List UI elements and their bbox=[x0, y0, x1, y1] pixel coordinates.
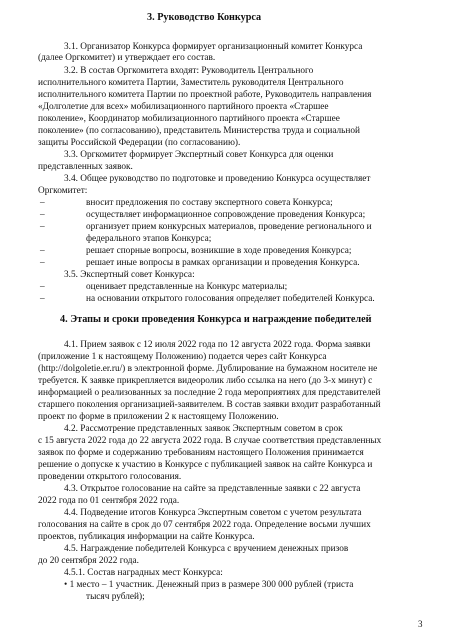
award-place-1-cont: тысяч рублей); bbox=[86, 592, 145, 602]
list-dash: – bbox=[40, 210, 45, 220]
list-item: осуществляет информационное сопровождение проведения Конкурса; bbox=[86, 210, 366, 220]
paragraph-4-3-line: 2022 года по 01 сентября 2022 года. bbox=[38, 496, 180, 506]
paragraph-4-1-line: (http://dolgoletie.er.ru/) в электронной форме. Дублирование на бумажном носителе не bbox=[38, 364, 378, 374]
paragraph-4-1-line: проект по форме в приложении 2 к настоящему Положению. bbox=[38, 412, 279, 422]
award-place-1: • 1 место – 1 участник. Денежный приз в размере 300 000 рублей (триста bbox=[64, 580, 354, 590]
paragraph-3-3: 3.3. Оргкомитет формирует Экспертный совет Конкурса для оценки bbox=[64, 150, 334, 160]
paragraph-4-5-1: 4.5.1. Состав наградных мест Конкурса: bbox=[64, 568, 223, 578]
paragraph-4-2-line: заявок по форме и содержанию требованиям настоящего Положения принимается bbox=[38, 448, 364, 458]
paragraph-4-4: 4.4. Подведение итогов Конкурса Экспертным советом с учетом результата bbox=[64, 508, 362, 518]
paragraph-4-2-line: решение о допуске к участию в Конкурсе с публикацией заявок на сайте Конкурса и bbox=[38, 460, 373, 470]
paragraph-4-5: 4.5. Награждение победителей Конкурса с вручением денежных призов bbox=[64, 544, 349, 554]
paragraph-3-2-line: исполнительного комитета Партии, Заместитель руководителя Центрального bbox=[38, 78, 344, 88]
list-item: оценивает представленные на Конкурс материалы; bbox=[86, 282, 288, 292]
list-dash: – bbox=[40, 222, 45, 232]
paragraph-3-2-line: «Долголетие для всех» мобилизационного партийного проекта «Старшее bbox=[38, 102, 329, 112]
paragraph-3-2-line: защиты Российской Федерации (по согласованию). bbox=[38, 138, 241, 148]
paragraph-3-4: 3.4. Общее руководство по подготовке и проведению Конкурса осуществляет bbox=[64, 174, 371, 184]
paragraph-3-1-cont: (далее Оргкомитет) и утверждает его состав. bbox=[38, 53, 216, 63]
list-item-cont: федерального этапов Конкурса; bbox=[86, 234, 212, 244]
paragraph-4-1-line: (приложение 1 к настоящему Положению) подается через сайт Конкурса bbox=[38, 352, 327, 362]
paragraph-3-3-cont: представленных заявок. bbox=[38, 162, 133, 172]
paragraph-4-3: 4.3. Открытое голосование на сайте за представленные заявки с 22 августа bbox=[64, 484, 361, 494]
list-dash: – bbox=[40, 198, 45, 208]
section-4-heading: 4. Этапы и сроки проведения Конкурса и награждение победителей bbox=[60, 314, 372, 325]
paragraph-3-2-line: исполнительного комитета Партии по проектной работе, Руководитель направления bbox=[38, 90, 372, 100]
paragraph-3-4-cont: Оргкомитет: bbox=[38, 186, 88, 196]
paragraph-3-2: 3.2. В состав Оргкомитета входят: Руководитель Центрального bbox=[64, 66, 314, 76]
paragraph-4-1-line: требуется. К заявке прикрепляется видеоролик либо ссылка на него (до 3-х минут) с bbox=[38, 376, 373, 386]
paragraph-3-1: 3.1. Организатор Конкурса формирует организационный комитет Конкурса bbox=[64, 42, 363, 52]
page-number: 3 bbox=[418, 619, 423, 629]
list-item: вносит предложения по составу экспертного совета Конкурса; bbox=[86, 198, 333, 208]
list-item: решает иные вопросы в рамках организации и проведения Конкурса. bbox=[86, 258, 360, 268]
paragraph-3-2-line: поколение» (по согласованию), представитель Министерства труда и социальной bbox=[38, 126, 361, 136]
list-dash: – bbox=[40, 282, 45, 292]
paragraph-4-4-line: проектов, публикация информации на сайте Конкурса. bbox=[38, 532, 255, 542]
list-dash: – bbox=[40, 258, 45, 268]
list-item: на основании открытого голосования определяет победителей Конкурса. bbox=[86, 294, 375, 304]
paragraph-4-5-line: до 20 сентября 2022 года. bbox=[38, 556, 139, 566]
paragraph-4-1-line: информацией о реализованных за последние 2 года мероприятиях для представителей bbox=[38, 388, 381, 398]
paragraph-4-1: 4.1. Прием заявок с 12 июля 2022 года по 12 августа 2022 года. Форма заявки bbox=[64, 340, 371, 350]
list-item: решает спорные вопросы, возникшие в ходе проведения Конкурса; bbox=[86, 246, 352, 256]
paragraph-4-2-line: с 15 августа 2022 года до 22 августа 2022 года. В случае соответствия представленных bbox=[38, 436, 382, 446]
list-item: организует прием конкурсных материалов, проведение регионального и bbox=[86, 222, 372, 232]
section-3-heading: 3. Руководство Конкурса bbox=[147, 12, 262, 23]
paragraph-4-4-line: голосования на сайте в срок до 07 сентября 2022 года. Определение восьми лучших bbox=[38, 520, 371, 530]
list-dash: – bbox=[40, 246, 45, 256]
paragraph-3-5: 3.5. Экспертный совет Конкурса: bbox=[64, 270, 195, 280]
paragraph-4-2: 4.2. Рассмотрение представленных заявок Экспертным советом в срок bbox=[64, 424, 343, 434]
paragraph-4-2-line: проведении открытого голосования. bbox=[38, 472, 182, 482]
list-dash: – bbox=[40, 294, 45, 304]
paragraph-4-1-line: старшего поколения организацией-заявителем. В состав заявки входит разработанный bbox=[38, 400, 381, 410]
paragraph-3-2-line: поколение», Координатор мобилизационного партийного проекта «Старшее bbox=[38, 114, 340, 124]
